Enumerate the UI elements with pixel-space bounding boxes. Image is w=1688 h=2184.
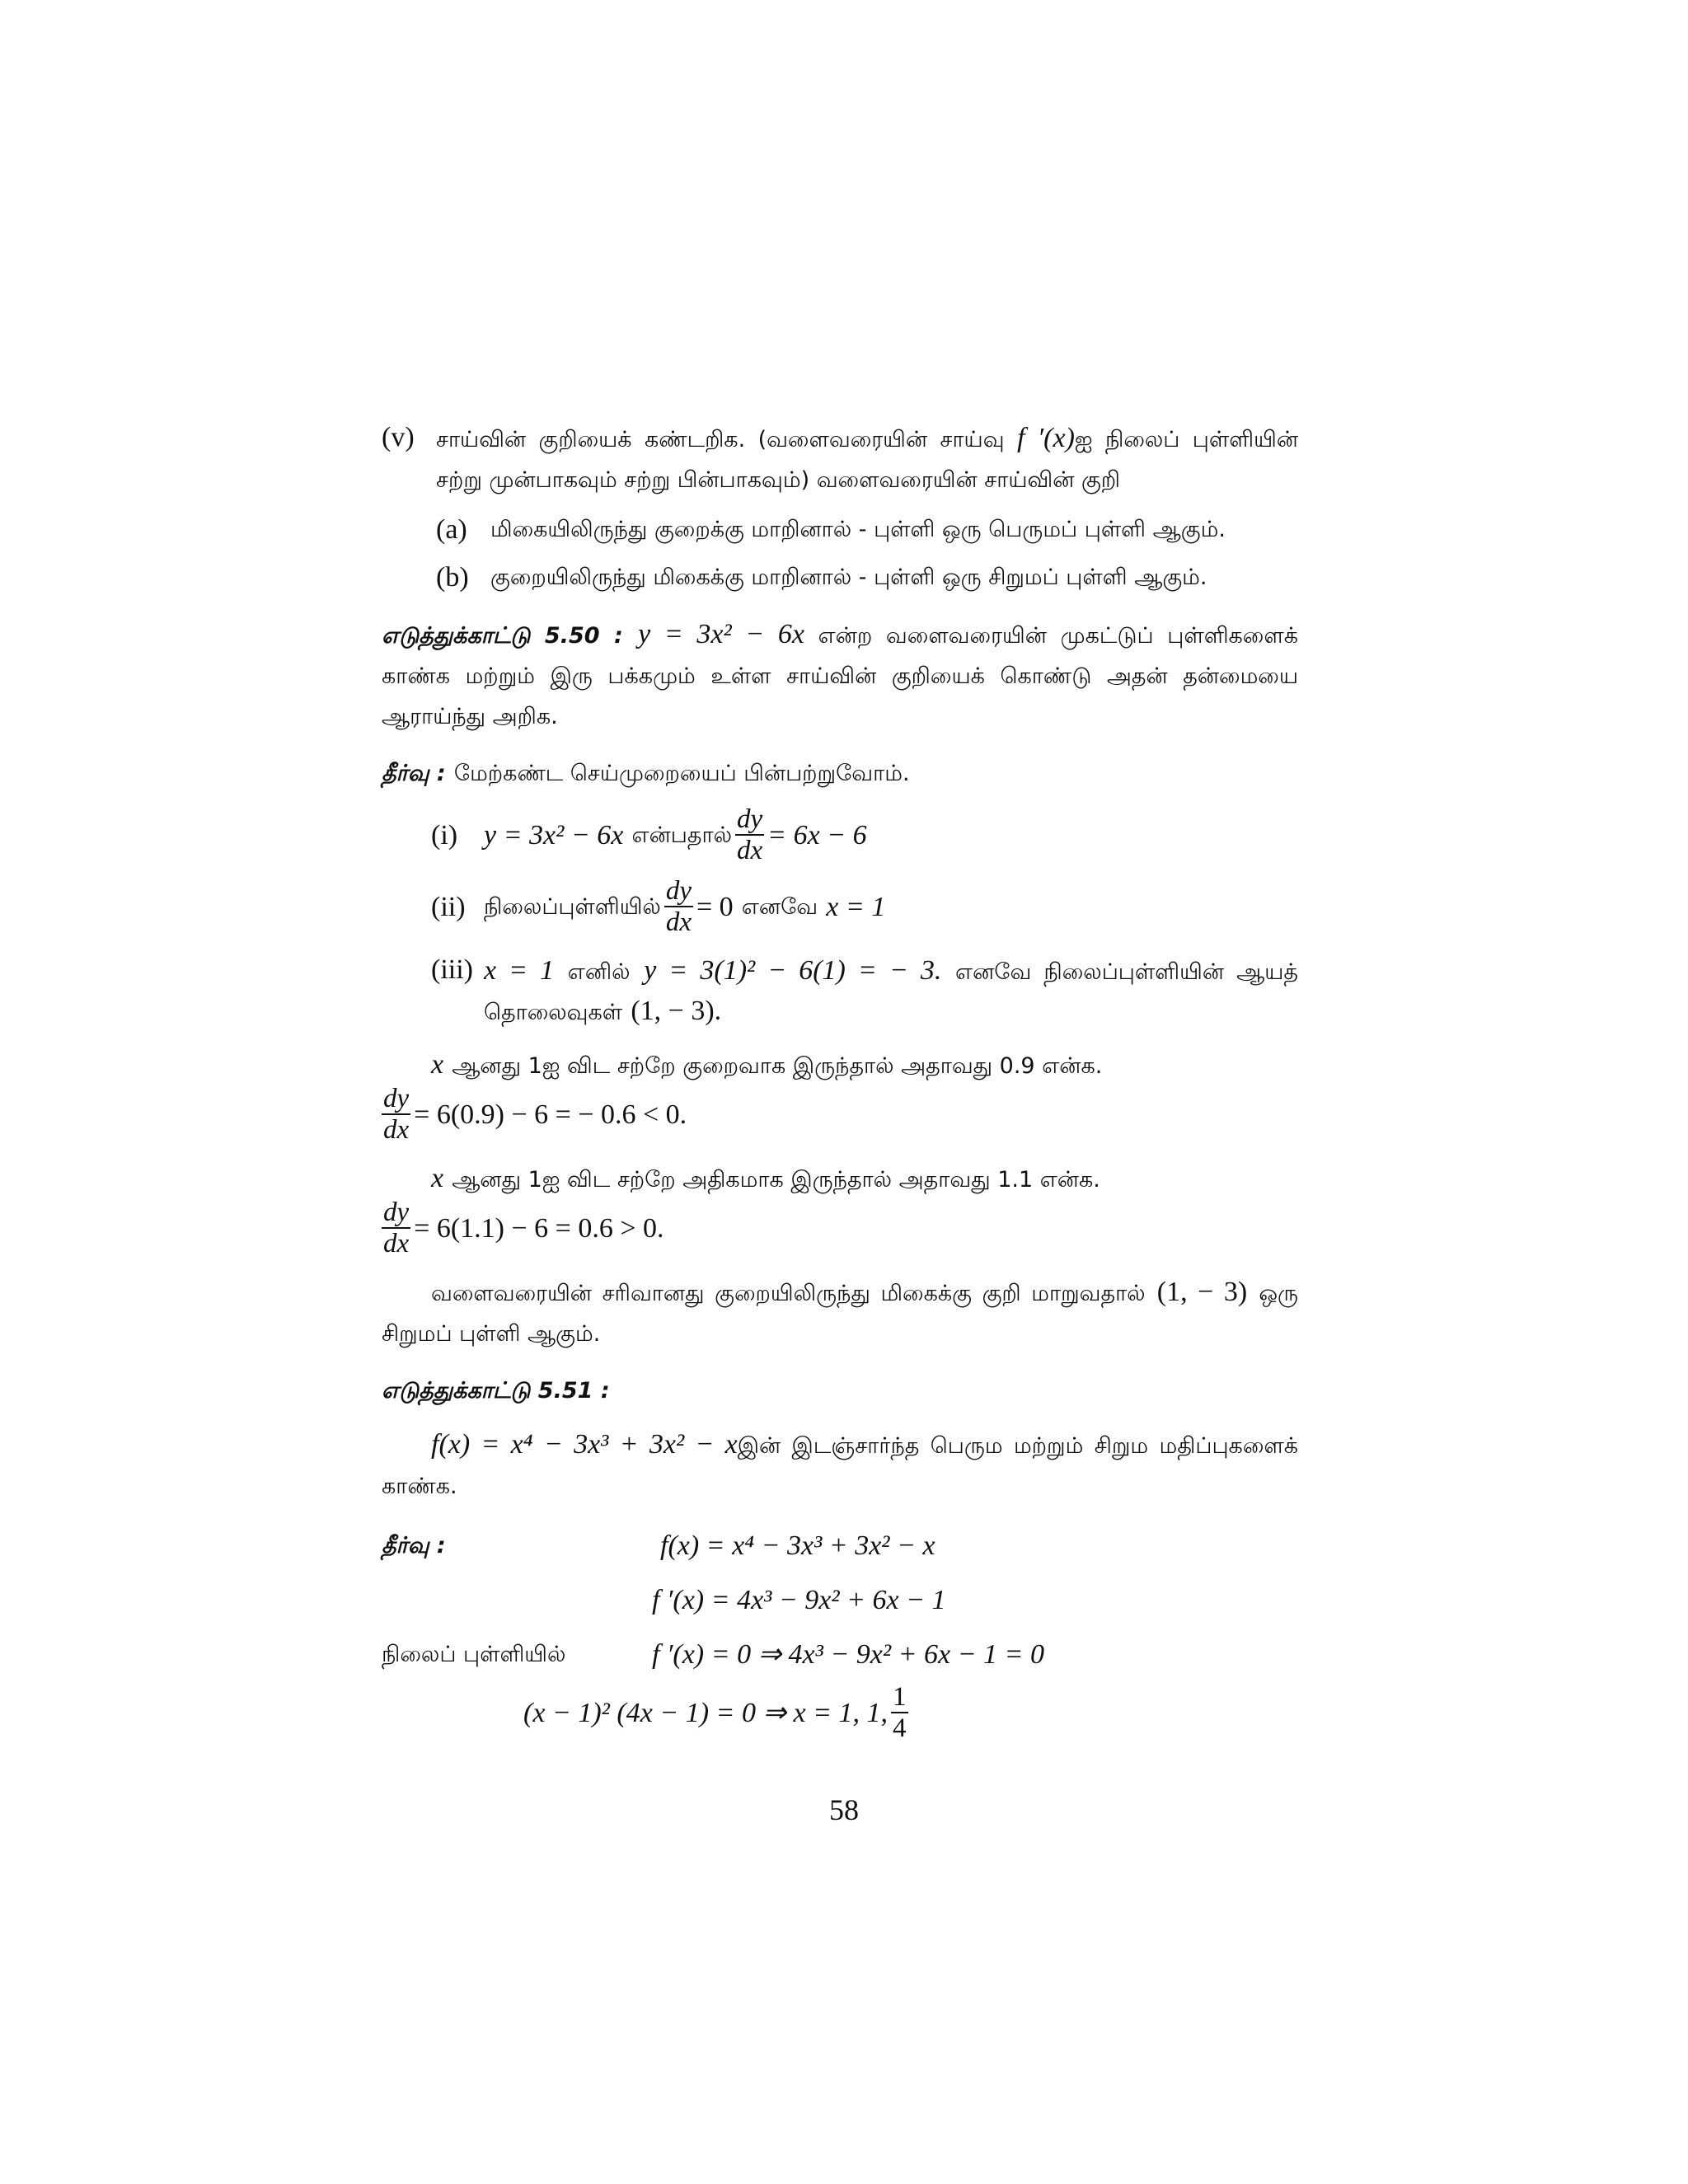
solution-2-line3-text: நிலைப் புள்ளியில் xyxy=(382,1642,566,1667)
step-iii-eq1: x = 1 xyxy=(484,955,555,986)
conclusion-1 xyxy=(382,1272,1298,1353)
step-v-a-text: மிகையிலிருந்து குறைக்கு மாறினால் - புள்ளி ஒரு பெருமப் புள்ளி ஆகும். xyxy=(490,517,1226,542)
step-v-b-text: குறையிலிருந்து மிகைக்கு மாறினால் - புள்ளி ஒரு சிறுமப் புள்ளி ஆகும். xyxy=(490,565,1207,590)
step-i-derivative xyxy=(735,806,764,865)
less-text: ஆனது 1ஐ விட சற்றே குறைவாக இருந்தால் அதாவது 0.9 என்க. xyxy=(452,1053,1103,1079)
step-v-b-label: (b) xyxy=(436,562,469,593)
less-dx: dx xyxy=(383,1115,410,1145)
solution-2-fprime: f ′(x) = 4x³ − 9x² + 6x − 1 xyxy=(652,1585,946,1615)
quarter-denominator: 4 xyxy=(893,1713,907,1743)
less-than-one xyxy=(382,1045,1298,1085)
step-v-b xyxy=(436,559,1298,597)
step-v-fprime: f ′(x) xyxy=(1016,423,1075,453)
example-5-51-heading: எடுத்துக்காட்டு 5.51 : xyxy=(382,1378,610,1404)
step-iii-text2: எனவே நிலைப்புள்ளியின் ஆயத் தொலைவுகள் xyxy=(484,959,1299,1025)
step-iii-eq2: y = 3(1)² − 6(1) = − 3. xyxy=(644,955,942,986)
step-ii-text2: எனவே xyxy=(741,893,818,920)
more-than-one xyxy=(382,1159,1298,1199)
step-v-a xyxy=(436,511,1298,549)
solution-2-line1 xyxy=(382,1527,1298,1565)
example-5-50 xyxy=(382,615,1298,736)
solution-2-line4 xyxy=(523,1684,1298,1742)
step-i-label: (i) xyxy=(431,819,458,851)
solution-1-step-iii xyxy=(431,951,1298,1032)
step-ii-text: நிலைப்புள்ளியில் xyxy=(484,893,661,920)
step-ii-label: (ii) xyxy=(431,891,466,922)
step-v-label: (v) xyxy=(382,422,415,452)
example-5-50-equation: y = 3x² − 6x xyxy=(638,619,804,649)
more-equation: = 6(1.1) − 6 = 0.6 > 0. xyxy=(414,1212,664,1244)
step-ii-rhs: = 0 xyxy=(696,891,734,922)
example-5-50-heading: எடுத்துக்காட்டு 5.50 : xyxy=(382,623,623,649)
solution-1-label: தீர்வு : xyxy=(382,761,446,786)
step-v xyxy=(382,419,1298,499)
solution-2-factored: (x − 1)² (4x − 1) = 0 ⇒ x = 1, 1, xyxy=(523,1697,889,1728)
step-ii-dx: dx xyxy=(665,907,692,937)
page-number: 58 xyxy=(829,1793,859,1826)
more-dy: dy xyxy=(383,1197,410,1227)
solution-1-intro-text: மேற்கண்ட செய்முறையைப் பின்பற்றுவோம். xyxy=(453,761,910,786)
page-content xyxy=(382,419,1298,1742)
step-iii-label: (iii) xyxy=(431,954,473,985)
example-5-51-text: இன் இடஞ்சார்ந்த பெரும மற்றும் சிறும மதிப்புகளைக் காண்க. xyxy=(382,1433,1299,1499)
less-dy: dy xyxy=(383,1084,410,1113)
solution-1-intro xyxy=(382,752,1298,793)
step-v-text2: ஐ நிலைப் புள்ளியின் சற்று முன்பாகவும் சற்று பின்பாகவும்) வளைவரையின் சாய்வின் குறி xyxy=(436,427,1299,493)
solution-1-step-i xyxy=(431,806,1298,865)
step-i-rhs: = 6x − 6 xyxy=(767,819,867,851)
example-5-50-text: என்ற வளைவரையின் முகட்டுப் புள்ளிகளைக் காண்க மற்றும் இரு பக்கமும் உள்ள சாய்வின் குறியைக் கொண்டு அதன் தன்மையை ஆராய்ந்து அறிக. xyxy=(382,623,1298,729)
step-v-a-label: (a) xyxy=(436,514,467,545)
step-v-text1: சாய்வின் குறியைக் கண்டறிக. (வளைவரையின் சாய்வு xyxy=(436,427,1017,452)
step-iii-text1: எனில் xyxy=(567,959,631,985)
more-derivative-row xyxy=(382,1199,1298,1258)
step-ii-dy: dy xyxy=(665,876,692,906)
quarter-numerator: 1 xyxy=(893,1682,907,1712)
more-derivative xyxy=(382,1199,410,1258)
solution-2-label: தீர்வு : xyxy=(382,1533,446,1558)
example-5-51-equation: f(x) = x⁴ − 3x³ + 3x² − x xyxy=(431,1429,738,1460)
solution-2-line3 xyxy=(382,1636,1298,1674)
less-derivative xyxy=(382,1085,410,1144)
solution-1-step-ii xyxy=(431,878,1298,936)
more-text: ஆனது 1ஐ விட சற்றே அதிகமாக இருந்தால் அதாவது 1.1 என்க. xyxy=(452,1167,1100,1193)
step-i-dy: dy xyxy=(736,804,763,834)
more-x: x xyxy=(431,1163,444,1193)
solution-2-line3-equation: f ′(x) = 0 ⇒ 4x³ − 9x² + 6x − 1 = 0 xyxy=(652,1639,1044,1670)
less-equation: = 6(0.9) − 6 = − 0.6 < 0. xyxy=(414,1099,687,1130)
solution-2-quarter xyxy=(891,1684,908,1742)
solution-2-line2 xyxy=(382,1582,1298,1619)
step-i-equation: y = 3x² − 6x xyxy=(484,819,624,851)
step-i-text: என்பதால் xyxy=(631,822,732,848)
step-iii-coord: (1, − 3). xyxy=(631,996,722,1026)
example-5-51-heading-row xyxy=(382,1370,1298,1410)
step-ii-equation: x = 1 xyxy=(826,891,886,922)
conclusion-coord: (1, − 3) xyxy=(1156,1277,1248,1307)
conclusion-text: வளைவரையின் சரிவானது குறையிலிருந்து மிகைக்கு குறி மாறுவதால் xyxy=(431,1281,1146,1306)
less-x: x xyxy=(431,1049,444,1080)
solution-2-fx: f(x) = x⁴ − 3x³ + 3x² − x xyxy=(660,1530,935,1561)
more-dx: dx xyxy=(383,1229,410,1258)
example-5-51 xyxy=(382,1425,1298,1506)
less-derivative-row xyxy=(382,1085,1298,1144)
step-i-dx: dx xyxy=(736,836,763,865)
step-ii-derivative xyxy=(664,878,693,936)
conclusion-text2: ஒரு சிறுமப் புள்ளி ஆகும். xyxy=(382,1281,1299,1347)
